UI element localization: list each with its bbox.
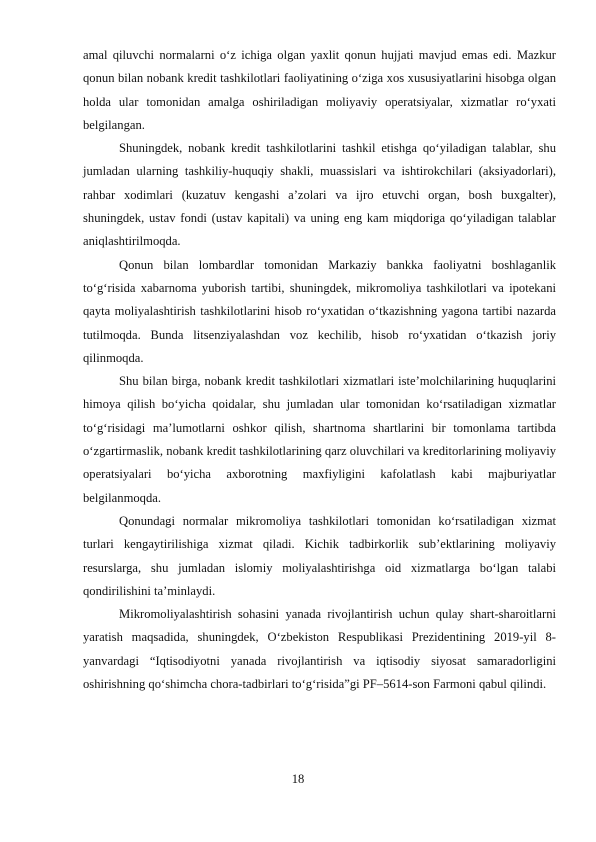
paragraph-continuation: amal qiluvchi normalarni o‘z ichiga olgan yaxlit qonun hujjati mavjud emas edi. Mazkur qonun bilan nobank kredit tashkilotlari faoliyatining o‘ziga xos xususiyatlarini hisobga olgan holda ular tomonidan amalga oshiriladigan moliyaviy operatsiyalar, xizmatlar ro‘yxati belgilangan. — [83, 48, 556, 132]
page-number: 18 — [291, 772, 305, 786]
page-body — [83, 44, 556, 696]
paragraph-lombards: Qonun bilan lombardlar tomonidan Markaziy bankka faoliyatni boshlaganlik to‘g‘risida xabarnoma yuborish tartibi, shuningdek, mikromoliya tashkilotlari va ipotekani qayta moliyalashtirish tashkilotlarini hisob ro‘yxatidan o‘tkazishning yagona tartibi nazarda tutilmoqda. Bunda litsenziyalashdan voz kechilib, hisob ro‘yxatidan o‘tkazish joriy qilinmoqda. — [83, 257, 556, 365]
paragraph-consumer-rights: Shu bilan birga, nobank kredit tashkilotlari xizmatlari iste’molchilarining huquqlarini himoya qilish bo‘yicha qoidalar, shu jumladan ular tomonidan ko‘rsatiladigan xizmatlar to‘g‘risidagi ma’lumotlarni oshkor qilish, shartnoma shartlarini bir tomonlama tartibda o‘zgartirmaslik, nobank kredit tashkilotlarining qarz oluvchilari va kreditorlarining moliyaviy operatsiyalari bo‘yicha axborotning maxfiyligini kafolatlash kabi majburiyatlar belgilanmoqda. — [83, 374, 556, 505]
paragraph-requirements: Shuningdek, nobank kredit tashkilotlarini tashkil etishga qo‘yiladigan talablar, shu jumladan ularning tashkiliy-huquqiy shakli, muassislari va ishtirokchilari (aksiyadorlari), rahbar xodimlari (kuzatuv kengashi a’zolari va ijro etuvchi organ, bosh buxgalter), shuningdek, ustav fondi (ustav kapitali) va uning eng kam miqdoriga qo‘yiladigan talablar aniqlashtirilmoqda. — [83, 141, 556, 249]
paragraph-microfinance-services: Qonundagi normalar mikromoliya tashkilotlari tomonidan ko‘rsatiladigan xizmat turlari kengaytirilishiga xizmat qiladi. Kichik tadbirkorlik sub’ektlarining moliyaviy resurslarga, shu jumladan islomiy moliyalashtirishga oid xizmatlarga bo‘lgan talabi qondirilishini ta’minlaydi. — [83, 513, 556, 598]
paragraph-presidential-decree: Mikromoliyalashtirish sohasini yanada rivojlantirish uchun qulay shart-sharoitlarni yaratish maqsadida, shuningdek, O‘zbekiston Respublikasi Prezidentining 2019-yil 8-yanvardagi “Iqtisodiyotni yanada rivojlantirish va iqtisodiy siyosat samaradorligini oshirishning qo‘shimcha chora-tadbirlari to‘g‘risida”gi PF–5614-son Farmoni qabul qilindi. — [83, 607, 556, 692]
